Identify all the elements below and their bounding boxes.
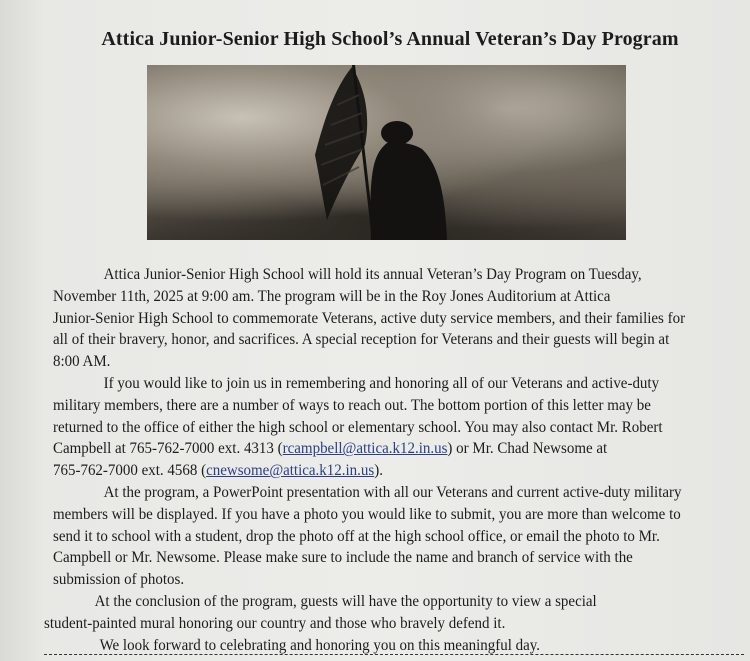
text-segment: At the conclusion of the program, guests will have the opportunity to view a special (94, 590, 597, 610)
text-segment: military members, there are a number of ways to reach out. The bottom portion of this letter may be (53, 394, 651, 414)
page-title: Attica Junior-Senior High School’s Annual Veteran’s Day Program (101, 28, 679, 50)
text-segment: Junior-Senior High School to commemorate Veterans, active duty service members, and their families for (53, 307, 686, 327)
text-segment: members will be displayed. If you have a photo you would like to submit, you are more than welcome to (53, 503, 681, 523)
text-line (53, 525, 688, 547)
text-line (53, 503, 688, 525)
veteran-flag-photo (147, 65, 626, 240)
text-line (49, 634, 687, 656)
text-line (53, 481, 688, 503)
text-segment: student-painted mural honoring our country and those who bravely defend it. (44, 612, 506, 632)
text-segment: 765-762-7000 ext. 4568 ( (53, 460, 207, 480)
text-segment: ) or Mr. Chad Newsome at (447, 438, 608, 458)
text-line (53, 263, 688, 285)
text-segment: ). (374, 460, 383, 480)
text-line (53, 372, 688, 394)
paragraph (44, 590, 743, 634)
text-line (53, 546, 688, 568)
soldier-with-flag-silhouette-icon (147, 65, 626, 240)
text-line (53, 307, 688, 329)
text-line (53, 437, 688, 459)
text-segment: submission of photos. (53, 569, 185, 589)
text-segment: returned to the office of either the high school or elementary school. You may also contact Mr. Robert (53, 416, 663, 436)
text-segment: We look forward to celebrating and honoring you on this meaningful day. (99, 634, 541, 654)
email-link[interactable]: cnewsome@attica.k12.in.us (206, 460, 375, 480)
text-segment: 8:00 AM. (53, 351, 111, 371)
cut-line-divider (44, 654, 744, 655)
text-line (44, 612, 687, 634)
text-segment: Campbell at 765-762-7000 ext. 4313 ( (53, 438, 283, 458)
text-line (53, 285, 688, 307)
text-line (53, 328, 688, 350)
paragraph (53, 263, 743, 372)
text-segment: November 11th, 2025 at 9:00 am. The program will be in the Roy Jones Auditorium at Attica (53, 285, 611, 305)
text-segment: all of their bravery, honor, and sacrifices. A special reception for Veterans and their guests will begin at (53, 329, 670, 349)
paragraph (53, 372, 743, 481)
text-line (53, 394, 688, 416)
text-segment: At the program, a PowerPoint presentation with all our Veterans and current active-duty military (103, 481, 682, 501)
paragraph (53, 481, 743, 590)
text-line (44, 590, 687, 612)
text-segment: Attica Junior-Senior High School will hold its annual Veteran’s Day Program on Tuesday, (103, 264, 642, 283)
text-segment: If you would like to join us in remembering and honoring all of our Veterans and active-duty (103, 372, 660, 392)
paragraph (49, 634, 743, 656)
text-line (53, 350, 688, 372)
text-line (53, 568, 688, 590)
text-segment: send it to school with a student, drop the photo off at the high school office, or email the photo to Mr. (53, 525, 660, 545)
text-segment: Campbell or Mr. Newsome. Please make sure to include the name and branch of service with the (53, 547, 633, 567)
text-line (53, 416, 688, 438)
text-line (53, 459, 688, 481)
email-link[interactable]: rcampbell@attica.k12.in.us (282, 438, 448, 458)
letter-body (44, 263, 743, 655)
